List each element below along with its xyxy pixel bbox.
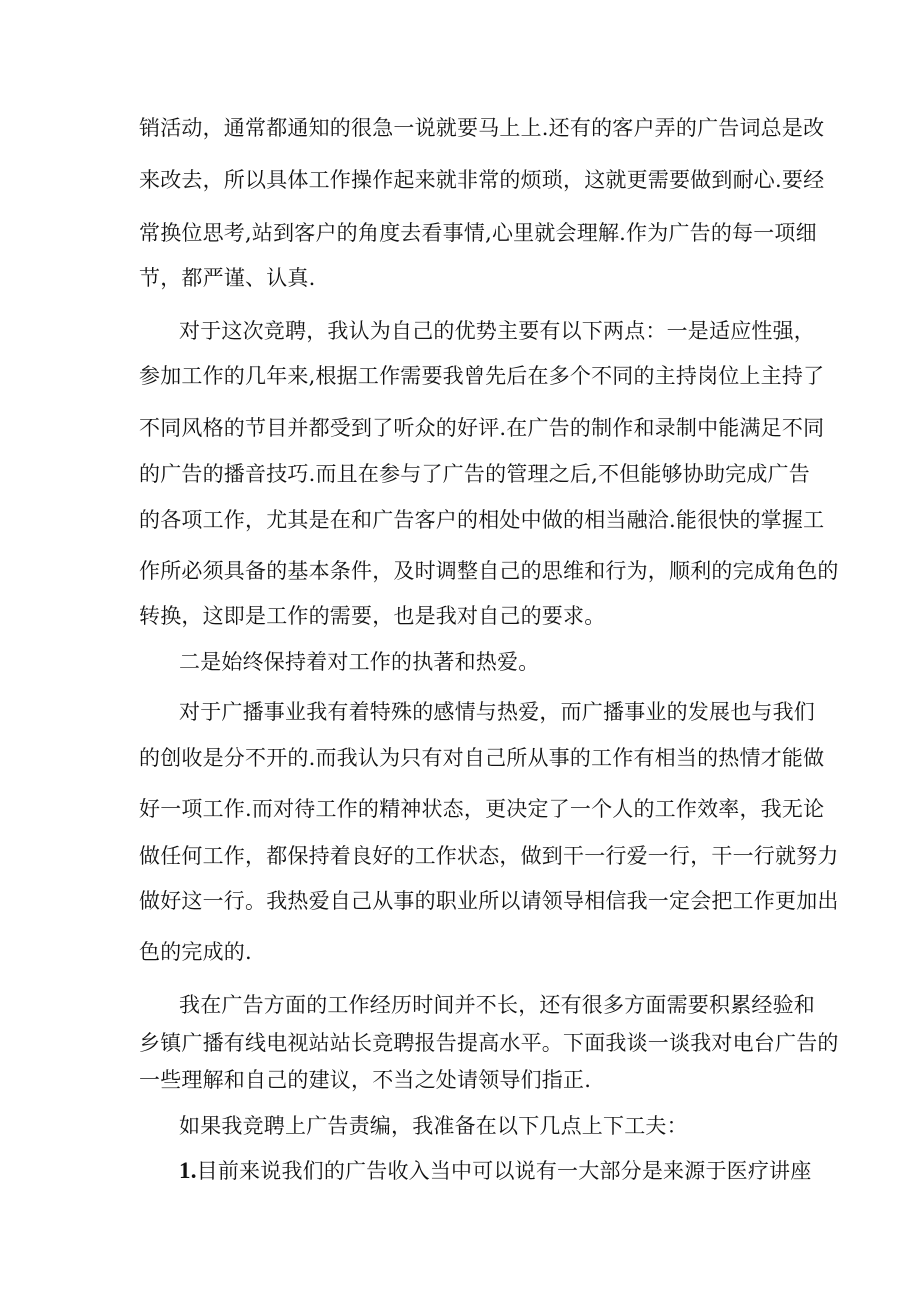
numbered-item bbox=[179, 1156, 812, 1186]
text-line: 常换位思考,站到客户的角度去看事情,心里就会理解.作为广告的每一项细 bbox=[139, 221, 817, 245]
text-line: 作所必须具备的基本条件，及时调整自己的思维和行为，顺利的完成角色的 bbox=[139, 559, 839, 583]
text-line: 不同风格的节目并都受到了听众的好评.在广告的制作和录制中能满足不同 bbox=[139, 416, 825, 440]
text-line: 的各项工作，尤其是在和广告客户的相处中做的相当融洽.能很快的掌握工 bbox=[139, 508, 825, 532]
text-line: 做好这一行。我热爱自己从事的职业所以请领导相信我一定会把工作更加出 bbox=[139, 889, 839, 913]
text-line: 色的完成的. bbox=[139, 940, 252, 964]
text-line: 来改去，所以具体工作操作起来就非常的烦琐，这就更需要做到耐心.要经 bbox=[139, 168, 825, 192]
text-line: 对于这次竞聘，我认为自己的优势主要有以下两点：一是适应性强， bbox=[179, 319, 815, 343]
text-line: 一些理解和自己的建议，不当之处请领导们指正. bbox=[139, 1068, 592, 1092]
text-line: 如果我竞聘上广告责编，我准备在以下几点上下工夫： bbox=[179, 1114, 688, 1138]
text-line: 转换，这即是工作的需要，也是我对自己的要求。 bbox=[139, 604, 606, 628]
text-line: 参加工作的几年来,根据工作需要我曾先后在多个不同的主持岗位上主持了 bbox=[139, 364, 825, 388]
text-line: 乡镇广播有线电视站站长竞聘报告提高水平。下面我谈一谈我对电台广告的 bbox=[139, 1031, 839, 1055]
text-line: 的广告的播音技巧.而且在参与了广告的管理之后,不但能够协助完成广告 bbox=[139, 462, 810, 486]
text-line: 做任何工作，都保持着良好的工作状态，做到干一行爱一行，干一行就努力 bbox=[139, 844, 839, 868]
text-line: 目前来说我们的广告收入当中可以说有一大部分是来源于医疗讲座 bbox=[196, 1159, 812, 1183]
text-line: 的创收是分不开的.而我认为只有对自己所从事的工作有相当的热情才能做 bbox=[139, 746, 825, 770]
item-number: 1. bbox=[179, 1158, 197, 1183]
text-line: 好一项工作.而对待工作的精神状态，更决定了一个人的工作效率，我无论 bbox=[139, 797, 825, 821]
text-line: 对于广播事业我有着特殊的感情与热爱，而广播事业的发展也与我们 bbox=[179, 700, 815, 724]
text-line: 二是始终保持着对工作的执著和热爱。 bbox=[179, 650, 540, 674]
text-line: 销活动，通常都通知的很急一说就要马上上.还有的客户弄的广告词总是改 bbox=[139, 116, 825, 140]
text-line: 我在广告方面的工作经历时间并不长，还有很多方面需要积累经验和 bbox=[179, 993, 815, 1017]
text-line: 节，都严谨、认真. bbox=[139, 266, 316, 290]
